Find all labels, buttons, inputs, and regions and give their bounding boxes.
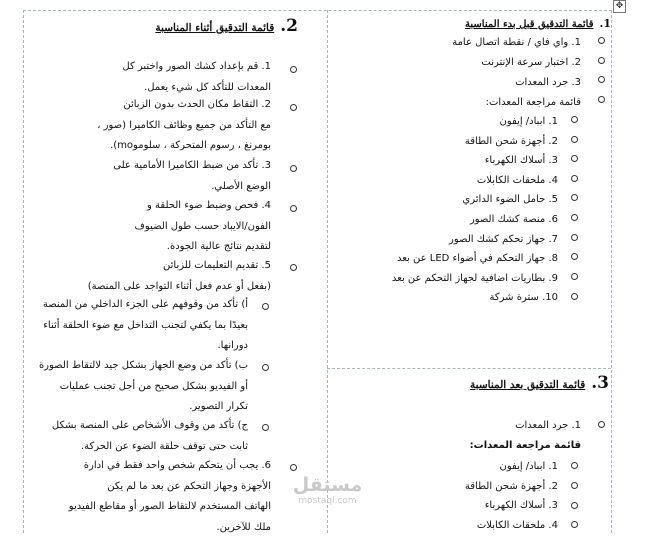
text-line: دورانها.: [28, 336, 248, 357]
section1-title: قائمة التدقيق قبل بدء المناسبة: [465, 19, 593, 30]
bullet-icon: [571, 253, 578, 260]
watermark-arabic: مستقل: [285, 474, 370, 496]
bullet-icon: [598, 57, 605, 64]
list-item: 1. ابباد/ إيفون: [465, 457, 558, 477]
bullet-icon: [598, 76, 605, 83]
equipment-list: [392, 112, 558, 308]
watermark-domain: mostaql.com: [285, 496, 370, 506]
text-line: أو الفيديو بشكل صحيح من أجل تجنب عمليات: [28, 377, 248, 398]
bullet-icon: [571, 521, 578, 528]
list-item: 1. ابباد/ إيفون: [392, 112, 558, 132]
text-line: الوضع الأصلي.: [51, 177, 271, 198]
text-line: 1. قم بإعداد كشك الصور واختبر كل: [71, 57, 271, 78]
bullet-icon: [571, 116, 578, 123]
text-line: 5. تقديم التعليمات للزبائن: [41, 256, 271, 277]
text-line: أ) تأكد من وقوفهم على الجزء الداخلي من المنصة: [28, 295, 248, 316]
list-item: 3. جرد المعدات: [452, 73, 581, 93]
list-item: 7. جهاز تحكم كشك الصور: [392, 230, 558, 250]
bullet-icon: [571, 234, 578, 241]
bullet-icon: [571, 194, 578, 201]
bullet-icon: [290, 464, 297, 471]
text-line: المعدات للتأكد كل شيء يعمل.: [71, 78, 271, 99]
during-item-5: [41, 256, 271, 297]
list-item: قائمة مراجعة المعدات:: [452, 93, 581, 113]
bullet-icon: [262, 364, 269, 371]
during-item-6: [31, 456, 271, 538]
bullet-icon: [290, 66, 297, 73]
instruction-b: [28, 356, 248, 418]
during-item-2: [51, 95, 271, 157]
text-line: 2. التقاط مكان الحدث بدون الزبائن: [51, 95, 271, 116]
bullet-icon: [290, 264, 297, 271]
bullet-icon: [290, 205, 297, 212]
text-line: بعيدًا بما يكفي لتجنب التداخل مع ضوء الحلقة أثناء: [28, 316, 248, 337]
bullet-icon: [571, 502, 578, 509]
list-item: 3. أسلاك الكهرباء: [465, 496, 558, 516]
during-item-3: [51, 156, 271, 197]
text-line: مع التأكد من جميع وظائف الكاميرا (صور ،: [51, 116, 271, 137]
list-item: 4. ملحقات الكابلات: [392, 171, 558, 191]
bullet-icon: [571, 482, 578, 489]
bullet-icon: [571, 273, 578, 280]
section1-number: 1.: [600, 17, 612, 30]
during-item-4: [51, 196, 271, 258]
section1-heading: [465, 12, 611, 31]
list-item: 6. منصة كشك الصور: [392, 210, 558, 230]
bullet-icon: [571, 175, 578, 182]
bullet-icon: [262, 424, 269, 431]
post-event-list: [470, 416, 581, 456]
bullet-icon: [571, 155, 578, 162]
list-item: 1. جرد المعدات: [470, 416, 581, 436]
text-line: 3. تأكد من ضبط الكاميرا الأمامية على: [51, 156, 271, 177]
bullet-icon: [262, 303, 269, 310]
bullet-icon: [598, 421, 605, 428]
bullet-icon: [571, 293, 578, 300]
text-line: 6. يجب أن يتحكم شخص واحد فقط في ادارة: [31, 456, 271, 477]
text-line: (بفعل أو عدم فعل أثناء التواجد على المنصة): [41, 277, 271, 298]
table-column-divider: [327, 10, 328, 533]
bullet-icon: [290, 104, 297, 111]
watermark-logo: [285, 474, 370, 506]
text-line: تكرار التصوير.: [28, 397, 248, 418]
bullet-icon: [571, 462, 578, 469]
text-line: الفون/الايباد حسب طول الضيوف: [51, 217, 271, 238]
bullet-icon: [571, 214, 578, 221]
text-line: ملك للآخرين.: [31, 518, 271, 538]
during-item-1: [71, 57, 271, 98]
bullet-icon: [290, 165, 297, 172]
table-border-right: [611, 10, 612, 533]
section2-number: 2.: [280, 16, 298, 36]
bullet-icon: [598, 96, 605, 103]
list-item: 3. أسلاك الكهرباء: [392, 151, 558, 171]
text-line: لتقديم نتائج عالية الجودة.: [51, 237, 271, 258]
table-border-left: [23, 10, 24, 533]
list-item: 1. واي فاي / نقطة اتصال عامة: [452, 33, 581, 53]
list-item: 5. حامل الضوء الدائري: [392, 190, 558, 210]
table-row-divider: [327, 368, 611, 369]
section3-title: قائمة التدقيق بعد المناسبة: [470, 379, 585, 391]
table-border-top: [23, 10, 612, 11]
list-item: 9. بطاريات اضافية لجهاز التحكم عن بعد: [392, 269, 558, 289]
pre-event-list: [452, 33, 581, 113]
bullet-icon: [571, 136, 578, 143]
bullet-icon: [598, 37, 605, 44]
table-move-handle[interactable]: ✥: [613, 0, 626, 13]
text-line: 4. فحص وضبط ضوء الحلقة و: [51, 196, 271, 217]
text-line: ب) تأكد من وضع الجهاز بشكل جيد لالتقاط الصورة: [28, 356, 248, 377]
list-item: 2. أجهزة شحن الطاقة: [465, 477, 558, 497]
list-item: 8. جهاز التحكم في أضواء LED عن بعد: [392, 249, 558, 269]
list-item: 2. أجهزة شحن الطاقة: [392, 132, 558, 152]
instruction-c: [28, 416, 248, 457]
text-line: الهاتف المستخدم لالتقاط الصور أو مقاطع الفيديو: [31, 497, 271, 518]
list-item: 4. ملحقات الكابلات: [465, 516, 558, 536]
instruction-a: [28, 295, 248, 357]
section3-heading: [470, 373, 609, 393]
text-line: ثابت حتى توقف حلقة الضوء عن الحركة.: [28, 437, 248, 458]
list-item: 2. اختبار سرعة الإنترنت: [452, 53, 581, 73]
post-equipment-list: [465, 457, 558, 535]
list-item: 10. سترة شركة: [392, 288, 558, 308]
section2-title: قائمة التدقيق أثناء المناسبة: [155, 22, 274, 34]
text-line: الأجهزة وجهاز التحكم عن بعد ما لم يكن: [31, 477, 271, 498]
text-line: بومرنغ ، رسوم المتحركة ، سلوموmo).: [51, 136, 271, 157]
text-line: ج) تأكد من وقوف الأشخاص على المنصة بشكل: [28, 416, 248, 437]
section3-number: 3.: [591, 373, 609, 393]
list-item: قائمة مراجعة المعدات:: [470, 436, 581, 456]
section2-heading: [155, 16, 298, 36]
